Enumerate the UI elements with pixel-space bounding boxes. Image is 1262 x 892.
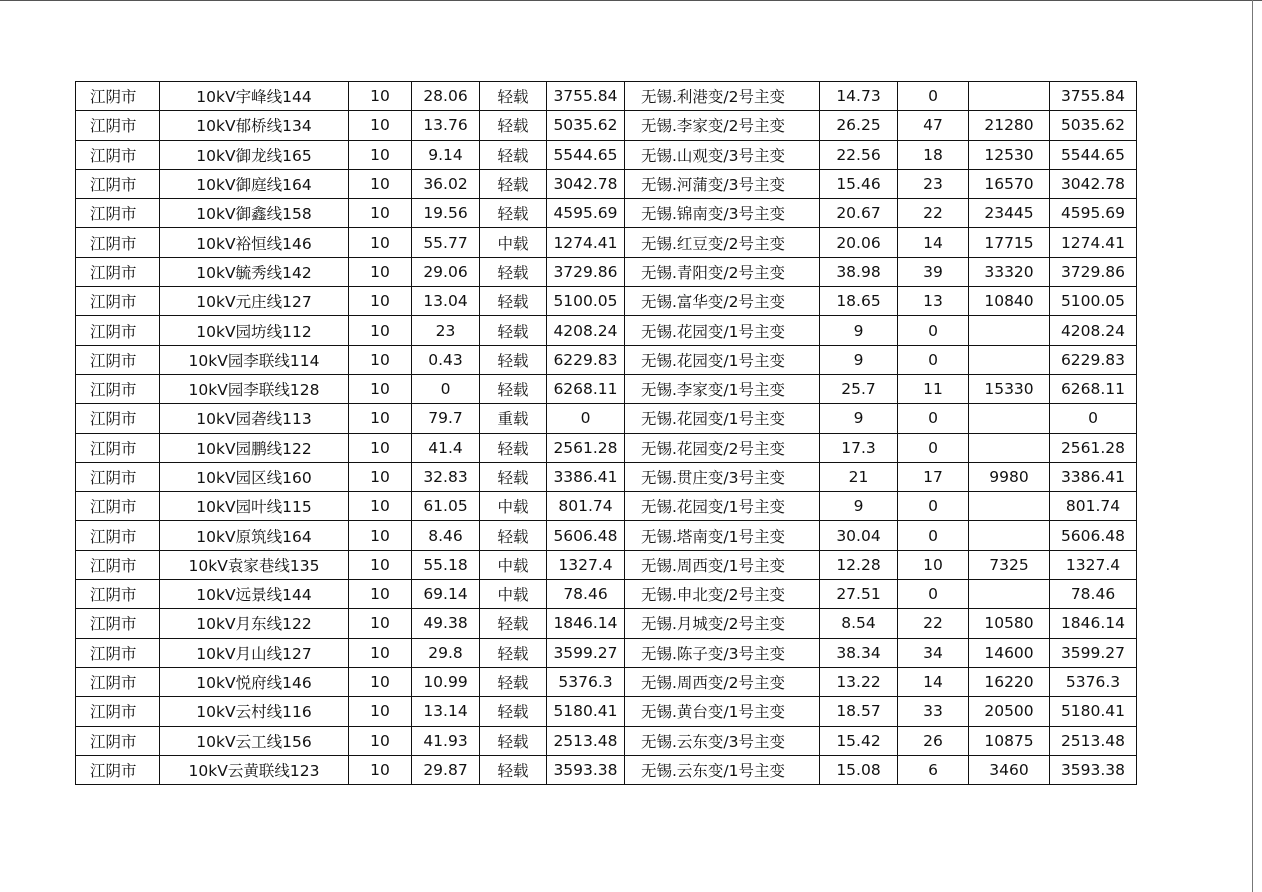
cell-substation: 无锡.李家变/2号主变 (625, 111, 820, 140)
cell-feeder-name: 10kV园砻线113 (160, 404, 349, 433)
cell-load-rate: 13.14 (412, 697, 480, 726)
cell-load-rate: 8.46 (412, 521, 480, 550)
cell-voltage: 10 (349, 697, 412, 726)
cell-spare-capacity: 5035.62 (547, 111, 625, 140)
cell-feeder-name: 10kV宇峰线144 (160, 82, 349, 111)
cell-feeder-name: 10kV御龙线165 (160, 140, 349, 169)
cell-load-rate: 49.38 (412, 609, 480, 638)
cell-load-status: 轻载 (480, 82, 547, 111)
cell-substation: 无锡.周西变/1号主变 (625, 550, 820, 579)
cell-city: 江阴市 (76, 374, 160, 403)
cell-feeder-name: 10kV远景线144 (160, 580, 349, 609)
cell-load-rate: 29.8 (412, 638, 480, 667)
cell-city: 江阴市 (76, 228, 160, 257)
cell-load-status: 轻载 (480, 755, 547, 784)
cell-voltage: 10 (349, 316, 412, 345)
cell-load-rate: 28.06 (412, 82, 480, 111)
cell-feeder-name: 10kV郁桥线134 (160, 111, 349, 140)
cell-voltage: 10 (349, 580, 412, 609)
cell-substation: 无锡.花园变/1号主变 (625, 316, 820, 345)
cell-count: 0 (898, 492, 969, 521)
cell-load-rate: 0.43 (412, 345, 480, 374)
table-row (76, 433, 1137, 462)
cell-feeder-name: 10kV云村线116 (160, 697, 349, 726)
cell-spare-capacity: 1846.14 (547, 609, 625, 638)
cell-capacity: 12530 (969, 140, 1050, 169)
table-row (76, 726, 1137, 755)
cell-transformer-load: 9 (820, 492, 898, 521)
cell-voltage: 10 (349, 492, 412, 521)
cell-transformer-load: 9 (820, 404, 898, 433)
cell-substation: 无锡.山观变/3号主变 (625, 140, 820, 169)
cell-transformer-load: 18.65 (820, 287, 898, 316)
cell-transformer-load: 15.08 (820, 755, 898, 784)
cell-capacity: 16220 (969, 667, 1050, 696)
cell-count: 0 (898, 345, 969, 374)
page-right-border (1252, 0, 1253, 892)
cell-voltage: 10 (349, 287, 412, 316)
cell-city: 江阴市 (76, 521, 160, 550)
cell-city: 江阴市 (76, 287, 160, 316)
cell-available-capacity: 1327.4 (1050, 550, 1137, 579)
cell-available-capacity: 5606.48 (1050, 521, 1137, 550)
cell-count: 0 (898, 521, 969, 550)
cell-count: 0 (898, 404, 969, 433)
cell-substation: 无锡.申北变/2号主变 (625, 580, 820, 609)
cell-feeder-name: 10kV园叶线115 (160, 492, 349, 521)
cell-voltage: 10 (349, 140, 412, 169)
cell-count: 18 (898, 140, 969, 169)
cell-transformer-load: 25.7 (820, 374, 898, 403)
cell-load-status: 中载 (480, 550, 547, 579)
cell-load-rate: 9.14 (412, 140, 480, 169)
cell-capacity (969, 492, 1050, 521)
cell-spare-capacity: 5376.3 (547, 667, 625, 696)
cell-substation: 无锡.贯庄变/3号主变 (625, 462, 820, 491)
cell-available-capacity: 6268.11 (1050, 374, 1137, 403)
page-top-border (0, 0, 1262, 1)
cell-substation: 无锡.陈子变/3号主变 (625, 638, 820, 667)
cell-city: 江阴市 (76, 667, 160, 696)
cell-load-rate: 29.87 (412, 755, 480, 784)
cell-feeder-name: 10kV御庭线164 (160, 169, 349, 198)
cell-available-capacity: 3599.27 (1050, 638, 1137, 667)
cell-spare-capacity: 3593.38 (547, 755, 625, 784)
cell-capacity: 21280 (969, 111, 1050, 140)
cell-transformer-load: 13.22 (820, 667, 898, 696)
table-row (76, 755, 1137, 784)
cell-substation: 无锡.花园变/1号主变 (625, 492, 820, 521)
cell-city: 江阴市 (76, 199, 160, 228)
cell-available-capacity: 2561.28 (1050, 433, 1137, 462)
cell-spare-capacity: 78.46 (547, 580, 625, 609)
cell-substation: 无锡.河蒲变/3号主变 (625, 169, 820, 198)
cell-spare-capacity: 2561.28 (547, 433, 625, 462)
table-row (76, 638, 1137, 667)
cell-count: 13 (898, 287, 969, 316)
cell-load-rate: 0 (412, 374, 480, 403)
table-row (76, 345, 1137, 374)
cell-available-capacity: 0 (1050, 404, 1137, 433)
cell-load-status: 轻载 (480, 287, 547, 316)
cell-available-capacity: 4595.69 (1050, 199, 1137, 228)
cell-voltage: 10 (349, 228, 412, 257)
cell-load-status: 重载 (480, 404, 547, 433)
cell-available-capacity: 4208.24 (1050, 316, 1137, 345)
cell-feeder-name: 10kV园坊线112 (160, 316, 349, 345)
cell-spare-capacity: 6268.11 (547, 374, 625, 403)
cell-count: 0 (898, 580, 969, 609)
cell-load-status: 轻载 (480, 169, 547, 198)
cell-load-rate: 36.02 (412, 169, 480, 198)
cell-substation: 无锡.锦南变/3号主变 (625, 199, 820, 228)
cell-capacity (969, 580, 1050, 609)
cell-voltage: 10 (349, 550, 412, 579)
cell-count: 26 (898, 726, 969, 755)
table-row (76, 404, 1137, 433)
cell-available-capacity: 3755.84 (1050, 82, 1137, 111)
table-row (76, 111, 1137, 140)
cell-count: 47 (898, 111, 969, 140)
cell-voltage: 10 (349, 345, 412, 374)
cell-voltage: 10 (349, 462, 412, 491)
cell-feeder-name: 10kV月山线127 (160, 638, 349, 667)
cell-available-capacity: 3729.86 (1050, 257, 1137, 286)
cell-voltage: 10 (349, 521, 412, 550)
table-row (76, 667, 1137, 696)
cell-available-capacity: 3042.78 (1050, 169, 1137, 198)
cell-capacity (969, 82, 1050, 111)
cell-capacity (969, 521, 1050, 550)
cell-voltage: 10 (349, 433, 412, 462)
cell-load-status: 轻载 (480, 374, 547, 403)
table-row (76, 169, 1137, 198)
table-row (76, 82, 1137, 111)
cell-load-status: 轻载 (480, 433, 547, 462)
cell-voltage: 10 (349, 667, 412, 696)
cell-substation: 无锡.云东变/3号主变 (625, 726, 820, 755)
cell-substation: 无锡.富华变/2号主变 (625, 287, 820, 316)
cell-substation: 无锡.青阳变/2号主变 (625, 257, 820, 286)
table-row (76, 287, 1137, 316)
cell-load-status: 轻载 (480, 111, 547, 140)
cell-capacity: 33320 (969, 257, 1050, 286)
cell-transformer-load: 15.46 (820, 169, 898, 198)
cell-load-status: 轻载 (480, 521, 547, 550)
cell-available-capacity: 3593.38 (1050, 755, 1137, 784)
cell-feeder-name: 10kV裕恒线146 (160, 228, 349, 257)
cell-count: 17 (898, 462, 969, 491)
cell-city: 江阴市 (76, 111, 160, 140)
cell-transformer-load: 27.51 (820, 580, 898, 609)
cell-city: 江阴市 (76, 257, 160, 286)
cell-capacity: 10840 (969, 287, 1050, 316)
cell-feeder-name: 10kV云工线156 (160, 726, 349, 755)
table-row (76, 492, 1137, 521)
cell-feeder-name: 10kV月东线122 (160, 609, 349, 638)
table-row (76, 199, 1137, 228)
table-row (76, 521, 1137, 550)
cell-feeder-name: 10kV园区线160 (160, 462, 349, 491)
cell-load-rate: 32.83 (412, 462, 480, 491)
cell-transformer-load: 17.3 (820, 433, 898, 462)
cell-load-rate: 55.77 (412, 228, 480, 257)
cell-available-capacity: 2513.48 (1050, 726, 1137, 755)
cell-substation: 无锡.云东变/1号主变 (625, 755, 820, 784)
cell-load-status: 轻载 (480, 697, 547, 726)
cell-voltage: 10 (349, 404, 412, 433)
table-body (76, 82, 1137, 785)
cell-load-rate: 29.06 (412, 257, 480, 286)
cell-available-capacity: 3386.41 (1050, 462, 1137, 491)
cell-feeder-name: 10kV园李联线114 (160, 345, 349, 374)
cell-city: 江阴市 (76, 316, 160, 345)
cell-load-rate: 79.7 (412, 404, 480, 433)
cell-transformer-load: 38.98 (820, 257, 898, 286)
cell-transformer-load: 9 (820, 345, 898, 374)
cell-transformer-load: 14.73 (820, 82, 898, 111)
cell-spare-capacity: 4208.24 (547, 316, 625, 345)
cell-count: 22 (898, 199, 969, 228)
cell-transformer-load: 30.04 (820, 521, 898, 550)
cell-capacity (969, 345, 1050, 374)
cell-capacity: 14600 (969, 638, 1050, 667)
cell-load-rate: 41.4 (412, 433, 480, 462)
cell-voltage: 10 (349, 726, 412, 755)
cell-transformer-load: 20.67 (820, 199, 898, 228)
cell-capacity: 23445 (969, 199, 1050, 228)
cell-city: 江阴市 (76, 140, 160, 169)
cell-load-status: 轻载 (480, 257, 547, 286)
cell-spare-capacity: 3386.41 (547, 462, 625, 491)
cell-spare-capacity: 4595.69 (547, 199, 625, 228)
cell-transformer-load: 12.28 (820, 550, 898, 579)
cell-spare-capacity: 3755.84 (547, 82, 625, 111)
cell-feeder-name: 10kV悦府线146 (160, 667, 349, 696)
cell-capacity: 3460 (969, 755, 1050, 784)
cell-count: 0 (898, 433, 969, 462)
cell-count: 39 (898, 257, 969, 286)
cell-substation: 无锡.塔南变/1号主变 (625, 521, 820, 550)
table-row (76, 257, 1137, 286)
cell-voltage: 10 (349, 199, 412, 228)
cell-voltage: 10 (349, 111, 412, 140)
cell-load-status: 轻载 (480, 638, 547, 667)
cell-substation: 无锡.月城变/2号主变 (625, 609, 820, 638)
cell-available-capacity: 78.46 (1050, 580, 1137, 609)
cell-count: 22 (898, 609, 969, 638)
cell-voltage: 10 (349, 257, 412, 286)
cell-spare-capacity: 3599.27 (547, 638, 625, 667)
cell-available-capacity: 5100.05 (1050, 287, 1137, 316)
cell-count: 33 (898, 697, 969, 726)
cell-spare-capacity: 0 (547, 404, 625, 433)
table-row (76, 697, 1137, 726)
cell-voltage: 10 (349, 609, 412, 638)
cell-city: 江阴市 (76, 82, 160, 111)
cell-spare-capacity: 2513.48 (547, 726, 625, 755)
cell-load-rate: 41.93 (412, 726, 480, 755)
cell-transformer-load: 38.34 (820, 638, 898, 667)
cell-capacity: 9980 (969, 462, 1050, 491)
cell-transformer-load: 9 (820, 316, 898, 345)
cell-city: 江阴市 (76, 609, 160, 638)
cell-capacity (969, 433, 1050, 462)
cell-city: 江阴市 (76, 726, 160, 755)
cell-feeder-name: 10kV园鹏线122 (160, 433, 349, 462)
cell-feeder-name: 10kV原筑线164 (160, 521, 349, 550)
cell-load-status: 轻载 (480, 345, 547, 374)
cell-capacity: 10875 (969, 726, 1050, 755)
cell-load-status: 轻载 (480, 462, 547, 491)
cell-load-rate: 23 (412, 316, 480, 345)
cell-transformer-load: 15.42 (820, 726, 898, 755)
table-row (76, 580, 1137, 609)
cell-count: 14 (898, 667, 969, 696)
cell-spare-capacity: 5544.65 (547, 140, 625, 169)
cell-city: 江阴市 (76, 697, 160, 726)
cell-count: 0 (898, 82, 969, 111)
cell-load-status: 轻载 (480, 726, 547, 755)
cell-voltage: 10 (349, 374, 412, 403)
cell-feeder-name: 10kV御鑫线158 (160, 199, 349, 228)
cell-load-status: 轻载 (480, 199, 547, 228)
cell-feeder-name: 10kV袁家巷线135 (160, 550, 349, 579)
cell-transformer-load: 22.56 (820, 140, 898, 169)
cell-count: 34 (898, 638, 969, 667)
cell-count: 23 (898, 169, 969, 198)
cell-count: 14 (898, 228, 969, 257)
cell-transformer-load: 18.57 (820, 697, 898, 726)
cell-capacity: 7325 (969, 550, 1050, 579)
cell-count: 11 (898, 374, 969, 403)
cell-load-rate: 10.99 (412, 667, 480, 696)
cell-available-capacity: 1274.41 (1050, 228, 1137, 257)
cell-substation: 无锡.周西变/2号主变 (625, 667, 820, 696)
feeder-load-table (75, 81, 1137, 785)
cell-city: 江阴市 (76, 550, 160, 579)
cell-substation: 无锡.黄台变/1号主变 (625, 697, 820, 726)
table-row (76, 609, 1137, 638)
cell-count: 10 (898, 550, 969, 579)
cell-capacity: 17715 (969, 228, 1050, 257)
cell-spare-capacity: 1274.41 (547, 228, 625, 257)
cell-city: 江阴市 (76, 492, 160, 521)
cell-city: 江阴市 (76, 345, 160, 374)
cell-city: 江阴市 (76, 433, 160, 462)
cell-spare-capacity: 5180.41 (547, 697, 625, 726)
cell-load-rate: 13.76 (412, 111, 480, 140)
cell-load-rate: 61.05 (412, 492, 480, 521)
cell-feeder-name: 10kV毓秀线142 (160, 257, 349, 286)
cell-transformer-load: 20.06 (820, 228, 898, 257)
table-row (76, 374, 1137, 403)
cell-transformer-load: 8.54 (820, 609, 898, 638)
cell-capacity: 15330 (969, 374, 1050, 403)
table-row (76, 462, 1137, 491)
cell-city: 江阴市 (76, 462, 160, 491)
cell-substation: 无锡.红豆变/2号主变 (625, 228, 820, 257)
cell-available-capacity: 5376.3 (1050, 667, 1137, 696)
table-row (76, 550, 1137, 579)
cell-substation: 无锡.利港变/2号主变 (625, 82, 820, 111)
cell-feeder-name: 10kV云黄联线123 (160, 755, 349, 784)
cell-load-status: 轻载 (480, 609, 547, 638)
cell-spare-capacity: 6229.83 (547, 345, 625, 374)
cell-substation: 无锡.花园变/1号主变 (625, 345, 820, 374)
cell-load-status: 轻载 (480, 667, 547, 696)
table-row (76, 228, 1137, 257)
cell-spare-capacity: 5100.05 (547, 287, 625, 316)
table-row (76, 140, 1137, 169)
cell-available-capacity: 6229.83 (1050, 345, 1137, 374)
cell-load-rate: 55.18 (412, 550, 480, 579)
cell-substation: 无锡.花园变/1号主变 (625, 404, 820, 433)
cell-spare-capacity: 3042.78 (547, 169, 625, 198)
cell-transformer-load: 26.25 (820, 111, 898, 140)
cell-substation: 无锡.花园变/2号主变 (625, 433, 820, 462)
cell-spare-capacity: 3729.86 (547, 257, 625, 286)
cell-feeder-name: 10kV园李联线128 (160, 374, 349, 403)
cell-transformer-load: 21 (820, 462, 898, 491)
cell-load-rate: 19.56 (412, 199, 480, 228)
cell-city: 江阴市 (76, 638, 160, 667)
table-row (76, 316, 1137, 345)
cell-voltage: 10 (349, 755, 412, 784)
cell-substation: 无锡.李家变/1号主变 (625, 374, 820, 403)
cell-load-status: 轻载 (480, 140, 547, 169)
cell-capacity (969, 404, 1050, 433)
cell-available-capacity: 1846.14 (1050, 609, 1137, 638)
cell-available-capacity: 5180.41 (1050, 697, 1137, 726)
cell-city: 江阴市 (76, 404, 160, 433)
cell-capacity: 20500 (969, 697, 1050, 726)
cell-available-capacity: 5544.65 (1050, 140, 1137, 169)
cell-voltage: 10 (349, 638, 412, 667)
cell-city: 江阴市 (76, 169, 160, 198)
cell-voltage: 10 (349, 82, 412, 111)
cell-spare-capacity: 5606.48 (547, 521, 625, 550)
cell-city: 江阴市 (76, 580, 160, 609)
cell-load-status: 中载 (480, 580, 547, 609)
cell-feeder-name: 10kV元庄线127 (160, 287, 349, 316)
cell-city: 江阴市 (76, 755, 160, 784)
cell-voltage: 10 (349, 169, 412, 198)
cell-spare-capacity: 1327.4 (547, 550, 625, 579)
cell-capacity: 16570 (969, 169, 1050, 198)
cell-available-capacity: 801.74 (1050, 492, 1137, 521)
cell-capacity (969, 316, 1050, 345)
cell-load-rate: 13.04 (412, 287, 480, 316)
cell-load-rate: 69.14 (412, 580, 480, 609)
cell-count: 6 (898, 755, 969, 784)
cell-capacity: 10580 (969, 609, 1050, 638)
cell-load-status: 轻载 (480, 316, 547, 345)
cell-spare-capacity: 801.74 (547, 492, 625, 521)
cell-count: 0 (898, 316, 969, 345)
cell-load-status: 中载 (480, 228, 547, 257)
cell-load-status: 中载 (480, 492, 547, 521)
cell-available-capacity: 5035.62 (1050, 111, 1137, 140)
